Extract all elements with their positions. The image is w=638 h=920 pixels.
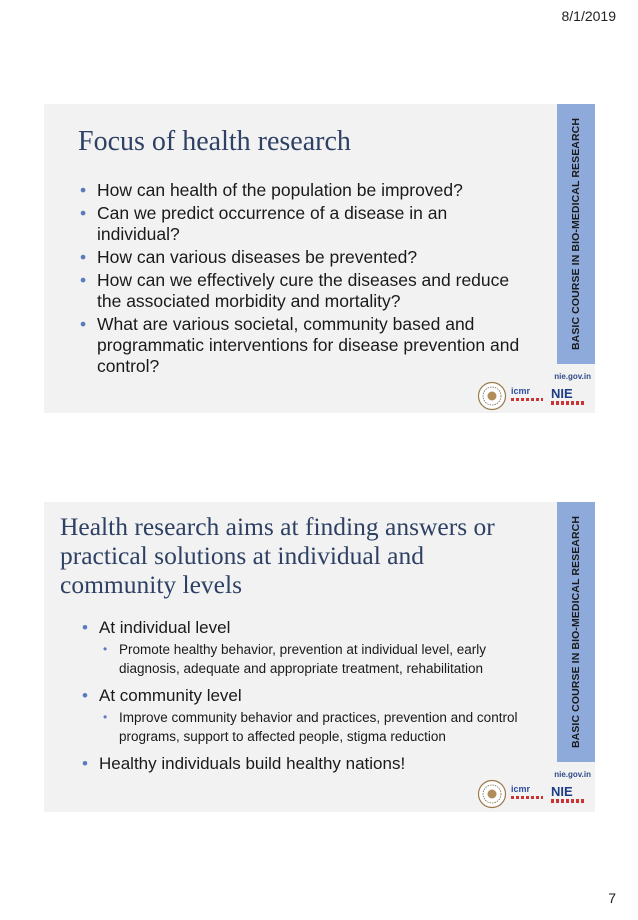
bullet-item: • How can we effectively cure the diseases and reduce the associated morbidity and mortality? [80,270,520,312]
emblem-icon [477,381,507,411]
slide-1 [44,104,595,413]
bullet-item: • At individual level [82,617,532,638]
course-name: BASIC COURSE IN BIO-MEDICAL RESEARCH [570,117,582,351]
slide-2 [44,502,595,812]
website-label: nie.gov.in [554,770,591,779]
slide-title: Focus of health research [78,126,351,157]
nie-tagline-mark [551,401,585,405]
nie-logo: NIE [551,386,573,401]
emblem-icon [477,779,507,809]
bullet-item: • How can various diseases be prevented? [80,247,520,268]
bullet-list [82,617,532,776]
course-name: BASIC COURSE IN BIO-MEDICAL RESEARCH [570,515,582,749]
icmr-logo: icmr [511,386,549,401]
nie-tagline-mark [551,799,585,803]
bullet-item: • Healthy individuals build healthy nations! [82,753,532,774]
logo-strip [477,380,589,414]
bullet-item: • What are various societal, community based and programmatic interventions for disease prevention and control? [80,314,520,377]
course-sidebar [557,104,595,364]
bullet-list [80,180,520,379]
nie-logo: NIE [551,784,573,799]
website-label: nie.gov.in [554,372,591,381]
logo-strip [477,778,589,812]
course-sidebar [557,502,595,762]
bullet-item: • How can health of the population be improved? [80,180,520,201]
page-number: 7 [608,890,616,906]
bullet-item: • At community level [82,685,532,706]
slide-title: Health research aims at finding answers or practical solutions at individual and community levels [60,512,495,599]
sub-bullet-item: • Improve community behavior and practices, prevention and control programs, support to affected people, stigma reduction [82,708,532,746]
bullet-item: • Can we predict occurrence of a disease in an individual? [80,203,520,245]
sub-bullet-item: • Promote healthy behavior, prevention at individual level, early diagnosis, adequate and appropriate treatment, rehabilitation [82,640,532,678]
handout-date: 8/1/2019 [561,8,616,24]
icmr-logo: icmr [511,784,549,799]
